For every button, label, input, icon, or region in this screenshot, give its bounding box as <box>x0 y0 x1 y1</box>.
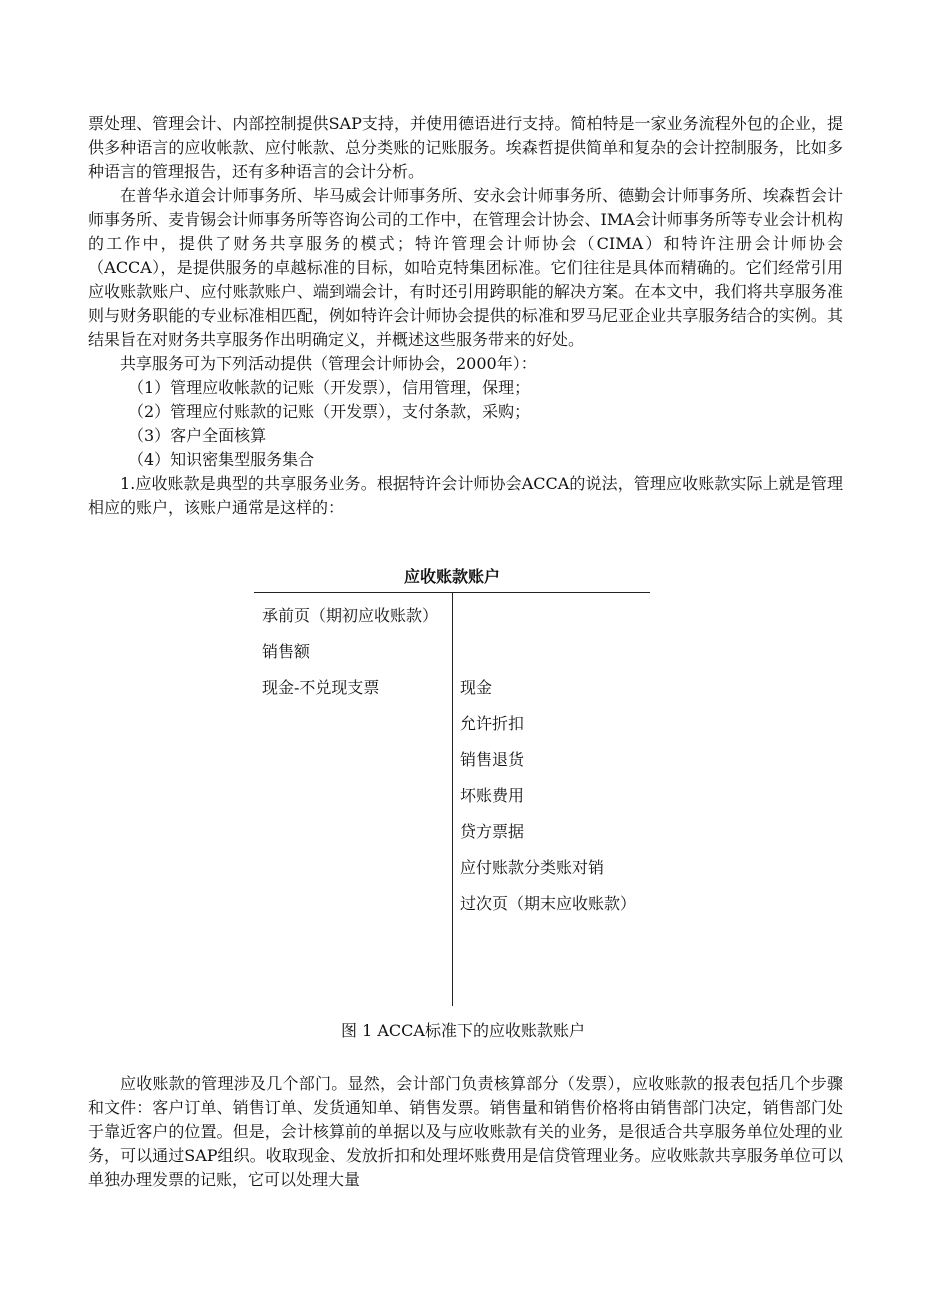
credit-entry: 坏账费用 <box>460 786 525 805</box>
debit-entry: 现金-不兑现支票 <box>262 678 380 697</box>
paragraph: 票处理、管理会计、内部控制提供SAP支持，并使用德语进行支持。简柏特是一家业务流程外包的企业，提供多种语言的应收帐款、应付帐款、总分类账的记账服务。埃森哲提供简单和复杂的会计控制服务，比如多种语言的管理报告，还有多种语言的会计分析。 <box>88 114 843 181</box>
list-item: （4）知识密集型服务集合 <box>128 450 315 469</box>
list-item: （1）管理应收帐款的记账（开发票），信用管理，保理； <box>128 378 531 397</box>
credit-entry: 过次页（期末应收账款） <box>460 894 637 913</box>
credit-entry: 销售退货 <box>460 750 525 769</box>
list-item: （2）管理应付账款的记账（开发票），支付条款，采购； <box>128 402 531 421</box>
t-account-title: 应收账款账户 <box>403 567 500 586</box>
credit-entry: 贷方票据 <box>460 822 525 841</box>
paragraph: 共享服务可为下列活动提供（管理会计师协会，2000年）： <box>120 354 537 373</box>
t-account-divider <box>452 592 453 1006</box>
activity-list <box>88 376 843 472</box>
paragraph: 1.应收账款是典型的共享服务业务。根据特许会计师协会ACCA的说法，管理应收账款实际上就是管理相应的账户，该账户通常是这样的： <box>88 474 843 517</box>
body-text-bottom <box>88 1072 843 1192</box>
debit-entry: 承前页（期初应收账款） <box>262 606 439 625</box>
credit-entry: 现金 <box>460 678 493 697</box>
list-item: （3）客户全面核算 <box>128 426 267 445</box>
t-account-credit-column <box>460 598 646 922</box>
credit-entry: 允许折扣 <box>460 714 525 733</box>
paragraph: 应收账款的管理涉及几个部门。显然，会计部门负责核算部分（发票），应收账款的报表包括几个步骤和文件：客户订单、销售订单、发货通知单、销售发票。销售量和销售价格将由销售部门决定，销售部门处于靠近客户的位置。但是，会计核算前的单据以及与应收账款有关的业务，是很适合共享服务单位处理的业务，可以通过SAP组织。收取现金、发放折扣和处理坏账费用是信贷管理业务。应收账款共享服务单位可以单独办理发票的记账，它可以处理大量 <box>88 1074 843 1189</box>
t-account-table <box>254 560 650 1006</box>
credit-entry: 应付账款分类账对销 <box>460 858 605 877</box>
debit-entry: 销售额 <box>262 642 311 661</box>
figure-caption: 图 1 ACCA标准下的应收账款账户 <box>341 1021 585 1040</box>
paragraph: 在普华永道会计师事务所、毕马威会计师事务所、安永会计师事务所、德勤会计师事务所、埃森哲会计师事务所、麦肯锡会计师事务所等咨询公司的工作中，在管理会计协会、IMA会计师事务所等专业会计机构的工作中，提供了财务共享服务的模式；特许管理会计师协会（CIMA）和特许注册会计师协会（ACCA），是提供服务的卓越标准的目标，如哈克特集团标准。它们往往是具体而精确的。它们经常引用应收账款账户、应付账款账户、端到端会计，有时还引用跨职能的解决方案。在本文中，我们将共享服务准则与财务职能的专业标准相匹配，例如特许会计师协会提供的标准和罗马尼亚企业共享服务结合的实例。其结果旨在对财务共享服务作出明确定义，并概述这些服务带来的好处。 <box>88 186 843 349</box>
body-text-top <box>88 112 843 520</box>
t-account-debit-column <box>262 598 444 706</box>
